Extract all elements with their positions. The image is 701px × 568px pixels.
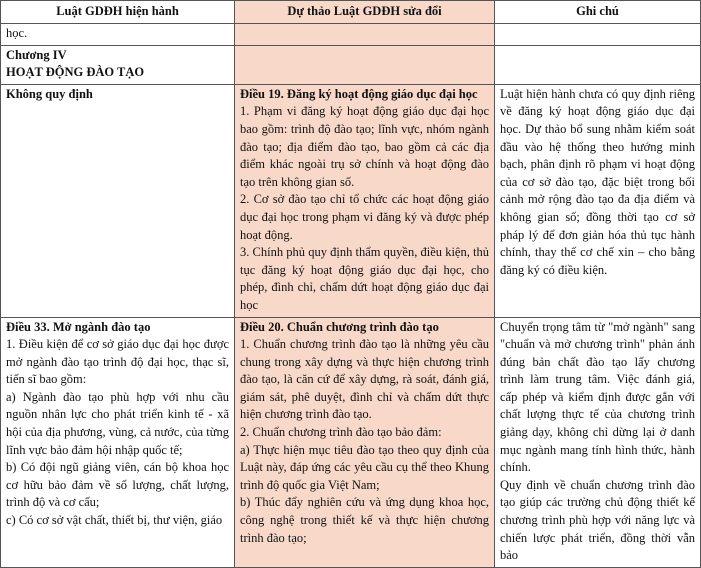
chapter-title: HOẠT ĐỘNG ĐÀO TẠO <box>6 65 145 80</box>
paragraph: b) Có đội ngũ giảng viên, cán bộ khoa học cơ hữu bảo đảm về số lượng, chất lượng, trình độ và cơ cấu; <box>6 460 229 510</box>
paragraph: 1. Chuẩn chương trình đào tạo là những yêu cầu chung trong xây dựng và thực hiện chương trình đào tạo, là căn cứ để xây dựng, rà soát, đánh giá, giám sát, phê duyệt, đình chỉ và chấm dứt thực hiện chương trình đào tạo. <box>240 337 489 422</box>
draft-law-cell <box>235 317 495 567</box>
chapter-number: Chương IV <box>6 47 67 62</box>
table-row <box>1 317 701 567</box>
header-draft-law: Dự thảo Luật GDĐH sửa đổi <box>235 1 495 24</box>
paragraph: c) Có cơ sở vật chất, thiết bị, thư viện, giáo <box>6 513 223 528</box>
draft-law-cell <box>235 84 495 317</box>
paragraph: 3. Chính phủ quy định thẩm quyền, điều kiện, thủ tục đăng ký hoạt động giáo dục đại học, cho phép, đình chỉ, chấm dứt hoạt động giáo dục đại học <box>240 245 489 312</box>
paragraph: 2. Cơ sở đào tạo chỉ tổ chức các hoạt động giáo dục đại học trong phạm vi đăng ký và được phép hoạt động. <box>240 192 489 242</box>
paragraph: a) Thực hiện mục tiêu đào tạo theo quy định của Luật này, đáp ứng các yêu cầu cụ thể theo Khung trình độ quốc gia Việt Nam; <box>240 442 489 492</box>
paragraph: 1. Điều kiện để cơ sở giáo dục đại học được mở ngành đào tạo trình độ đại học, thạc sĩ, tiến sĩ bao gồm: <box>6 337 229 387</box>
no-provision-label: Không quy định <box>6 86 93 101</box>
table-row <box>1 45 701 84</box>
paragraph: Luật hiện hành chưa có quy định riêng về đăng ký hoạt động giáo dục đại học. Dự thảo bổ sung nhằm kiểm soát đầu vào hệ thống theo hướng minh bạch, phân định rõ phạm vi hoạt động của cơ sở đào tạo, đặc biệt trong bối cảnh mở rộng đào tạo đa địa điểm và không gian số; đồng thời tạo cơ sở pháp lý để đơn giản hóa thủ tục hành chính, thay thế cơ chế xin – cho bằng đăng ký có điều kiện. <box>500 86 695 277</box>
paragraph: 1. Phạm vi đăng ký hoạt động giáo dục đại học bao gồm: trình độ đào tạo; lĩnh vực, nhóm ngành đào tạo; địa điểm đào tạo, bao gồm cả các địa điểm khác ngoài trụ sở chính và hoạt động đào tạo trên không gian số. <box>240 104 489 189</box>
paragraph: Chuyển trọng tâm từ "mở ngành" sang "chuẩn và mở chương trình" phản ánh đúng bản chất đào tạo lấy chương trình làm trung tâm. Việc đánh giá, cấp phép và kiểm định được gắn với chất lượng thực tế của chương trình giảng dạy, không chỉ dừng lại ở danh mục ngành mang tính hình thức, hành chính. <box>500 319 695 475</box>
current-law-cell <box>1 84 235 317</box>
table-row <box>1 84 701 317</box>
table-header-row <box>1 1 701 24</box>
table-row <box>1 24 701 46</box>
paragraph: học. <box>6 26 28 40</box>
draft-law-cell <box>235 24 495 46</box>
draft-law-cell <box>235 45 495 84</box>
current-law-cell <box>1 45 235 84</box>
paragraph: 2. Chuẩn chương trình đào tạo bảo đảm: <box>240 425 442 440</box>
header-notes: Ghi chú <box>495 1 701 24</box>
header-current-law: Luật GDĐH hiện hành <box>1 1 235 24</box>
article-title: Điều 19. Đăng ký hoạt động giáo dục đại học <box>240 86 478 101</box>
note-cell <box>495 45 701 84</box>
note-cell <box>495 317 701 567</box>
paragraph: a) Ngành đào tạo phù hợp với nhu cầu nguồn nhân lực cho phát triển kinh tế - xã hội của địa phương, vùng, cả nước, của từng lĩnh vực bảo đảm hội nhập quốc tế; <box>6 389 229 457</box>
current-law-cell <box>1 24 235 46</box>
note-cell <box>495 24 701 46</box>
paragraph: Quy định về chuẩn chương trình đào tạo giúp các trường chủ động thiết kế chương trình phù hợp với năng lực và chiến lược phát triển, đồng thời vẫn bảo <box>500 477 695 563</box>
article-title: Điều 33. Mở ngành đào tạo <box>6 319 151 334</box>
current-law-cell <box>1 317 235 567</box>
note-cell <box>495 84 701 317</box>
paragraph: b) Thúc đẩy nghiên cứu và ứng dụng khoa học, công nghệ trong thiết kế và thực hiện chương trình đào tạo; <box>240 495 489 545</box>
article-title: Điều 20. Chuẩn chương trình đào tạo <box>240 319 439 334</box>
